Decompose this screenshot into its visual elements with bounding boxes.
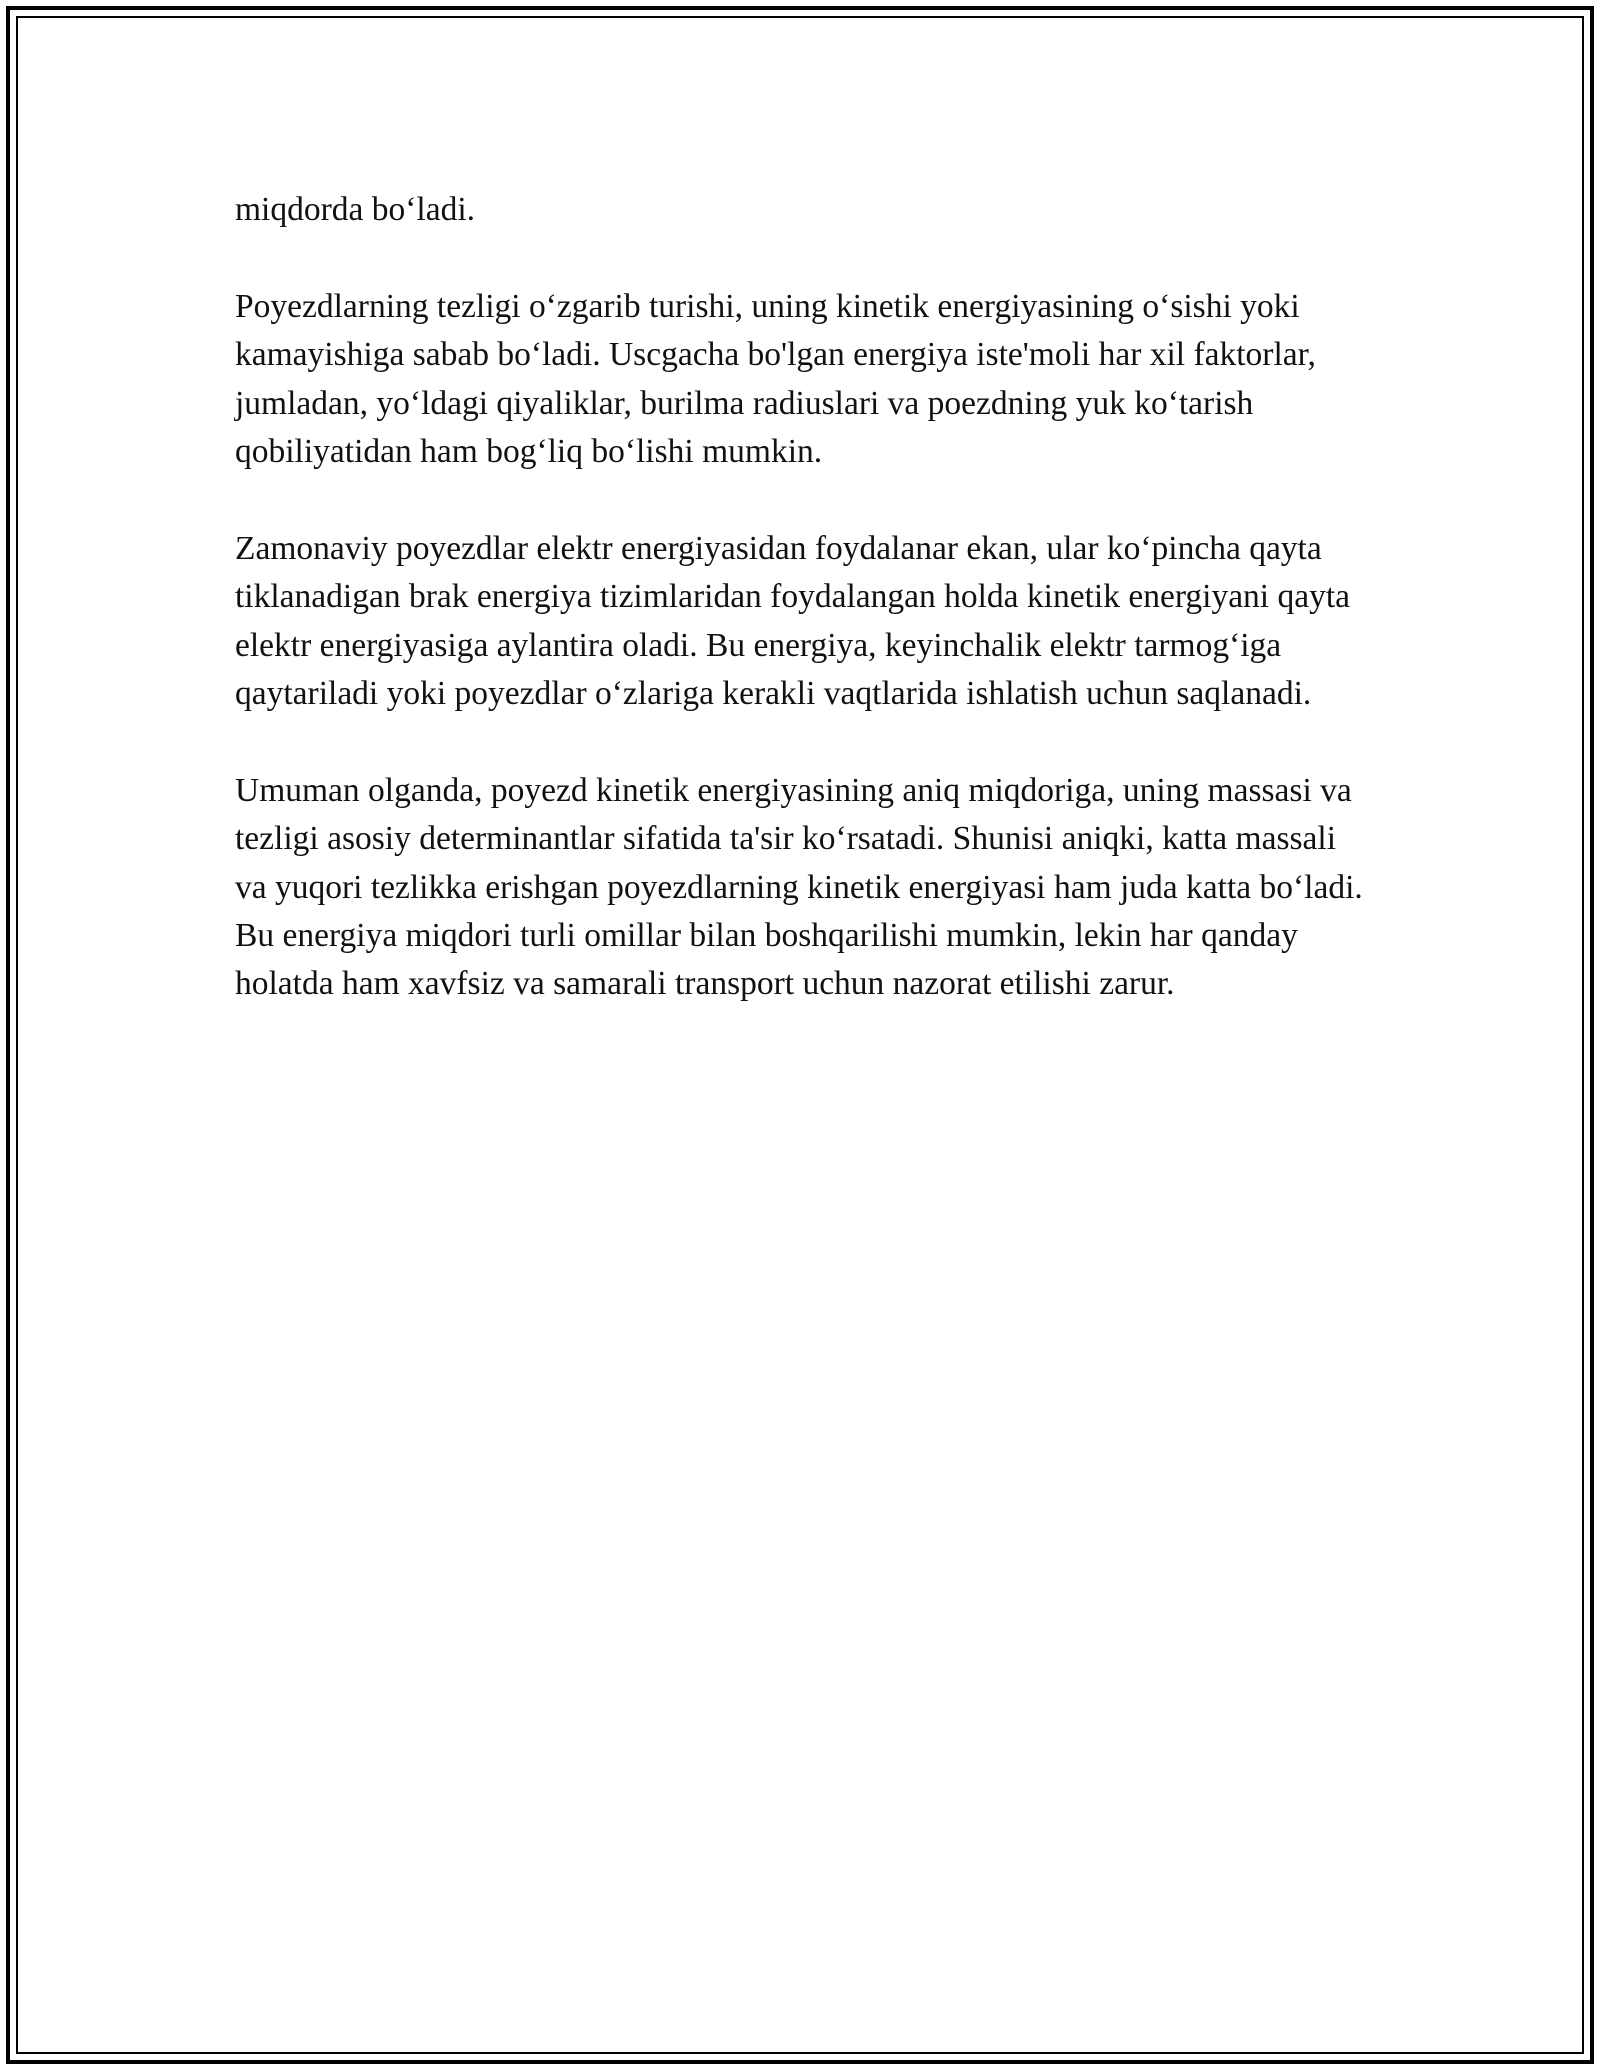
paragraph-conclusion: Umuman olganda, poyezd kinetik energiyasining aniq miqdoriga, uning massasi va tezligi asosiy determinantlar sifatida ta'sir ko‘rsatadi. Shunisi aniqki, katta massali va yuqori tezlikka erishgan poyezdlarning kinetik energiyasi ham juda katta bo‘ladi. Bu energiya miqdori turli omillar bilan boshqarilishi mumkin, lekin har qanday holatda ham xavfsiz va samarali transport uchun nazorat etilishi zarur.: [235, 771, 1363, 1003]
document-body: [235, 186, 1370, 1057]
paragraph-continuation: miqdorda bo‘ladi.: [235, 191, 476, 228]
paragraph-regenerative-braking: Zamonaviy poyezdlar elektr energiyasidan foydalanar ekan, ular ko‘pincha qayta tiklanadigan brak energiya tizimlaridan foydalangan holda kinetik energiyani qayta elektr energiyasiga aylantira oladi. Bu energiya, keyinchalik elektr tarmog‘iga qaytariladi yoki poyezdlar o‘zlariga kerakli vaqtlarida ishlatish uchun saqlanadi.: [235, 529, 1351, 713]
paragraph-speed-change: Poyezdlarning tezligi o‘zgarib turishi, uning kinetik energiyasining o‘sishi yoki kamayishiga sabab bo‘ladi. Uscgacha bo'lgan energiya iste'moli har xil faktorlar, jumladan, yo‘ldagi qiyaliklar, burilma radiuslari va poezdning yuk ko‘tarish qobiliyatidan ham bog‘liq bo‘lishi mumkin.: [235, 287, 1316, 471]
